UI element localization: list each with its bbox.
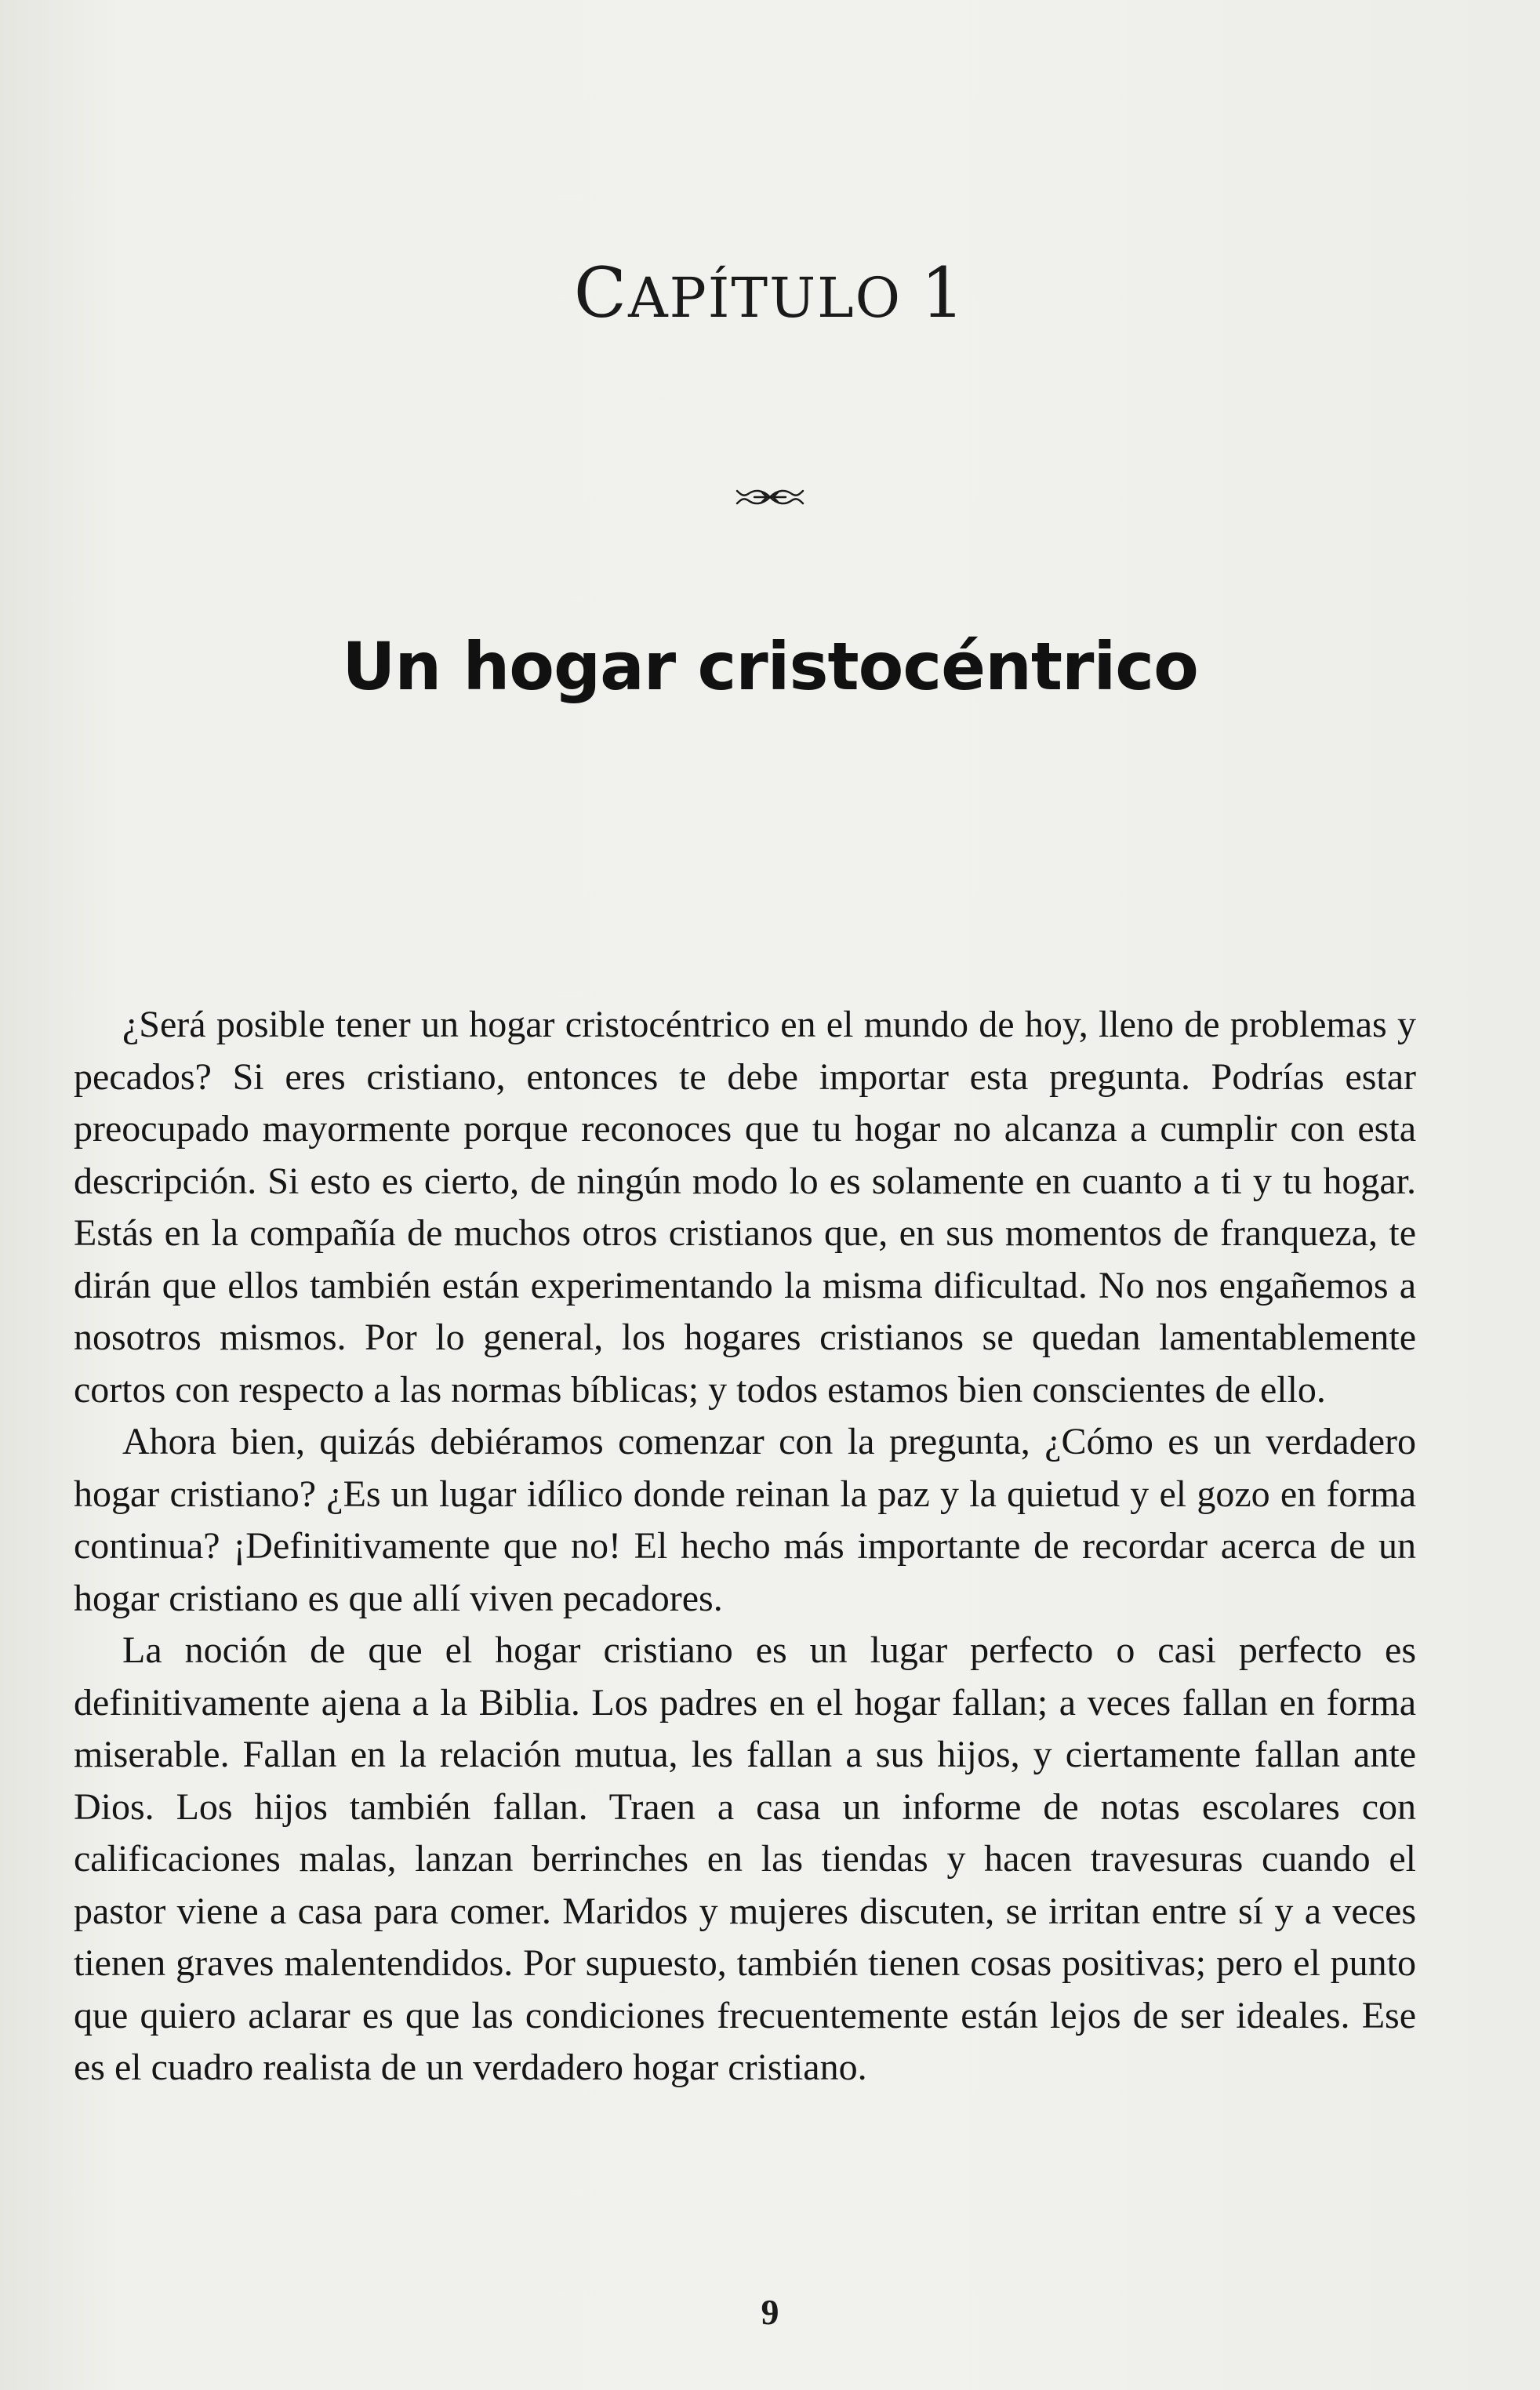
- paragraph-2: Ahora bien, quizás debiéramos comenzar con la pregunta, ¿Cómo es un verdadero hogar cristiano? ¿Es un lugar idílico donde reinan la paz y la quietud y el gozo en forma continua? ¡Definitivamente que no! El hecho más importante de recordar acerca de un hogar cristiano es que allí viven pecadores.: [74, 1421, 1416, 1619]
- paragraph-3: La noción de que el hogar cristiano es un lugar perfecto o casi perfecto es definitivamente ajena a la Biblia. Los padres en el hogar fallan; a veces fallan en forma miserable. Fallan en la relación mutua, les fallan a sus hijos, y ciertamente fallan ante Dios. Los hijos también fallan. Traen a casa un informe de notas escolares con calificaciones malas, lanzan berrinches en las tiendas y hacen travesuras cuando el pastor viene a casa para comer. Maridos y mujeres discuten, se irritan entre sí y a veces tienen graves malentendidos. Por supuesto, también tienen cosas positivas; pero el punto que quiero aclarar es que las condiciones frecuentemente están lejos de ser ideales. Ese es el cuadro realista de un verdadero hogar cristiano.: [74, 1629, 1416, 2088]
- chapter-label: [0, 252, 1540, 333]
- page-number: 9: [761, 2292, 779, 2332]
- paragraph-1: ¿Será posible tener un hogar cristocéntrico en el mundo de hoy, lleno de problemas y pecados? Si eres cristiano, entonces te debe importar esta pregunta. Podrías estar preocupado mayormente porque reconoces que tu hogar no alcanza a cumplir con esta descripción. Si esto es cierto, de ningún modo lo es solamente en cuanto a ti y tu hogar. Estás en la compañía de muchos otros cristianos que, en sus momentos de franqueza, te dirán que ellos también están experimentando la misma dificultad. No nos engañemos a nosotros mismos. Por lo general, los hogares cristianos se quedan lamentablemente cortos con respecto a las normas bíblicas; y todos estamos bien conscientes de ello.: [74, 1004, 1416, 1411]
- body-text: [74, 999, 1416, 2094]
- scroll-ornament-icon: [731, 480, 809, 514]
- chapter-title: Un hogar cristocéntrico: [342, 628, 1198, 705]
- chapter-label-text: CAPÍTULO 1: [573, 252, 967, 333]
